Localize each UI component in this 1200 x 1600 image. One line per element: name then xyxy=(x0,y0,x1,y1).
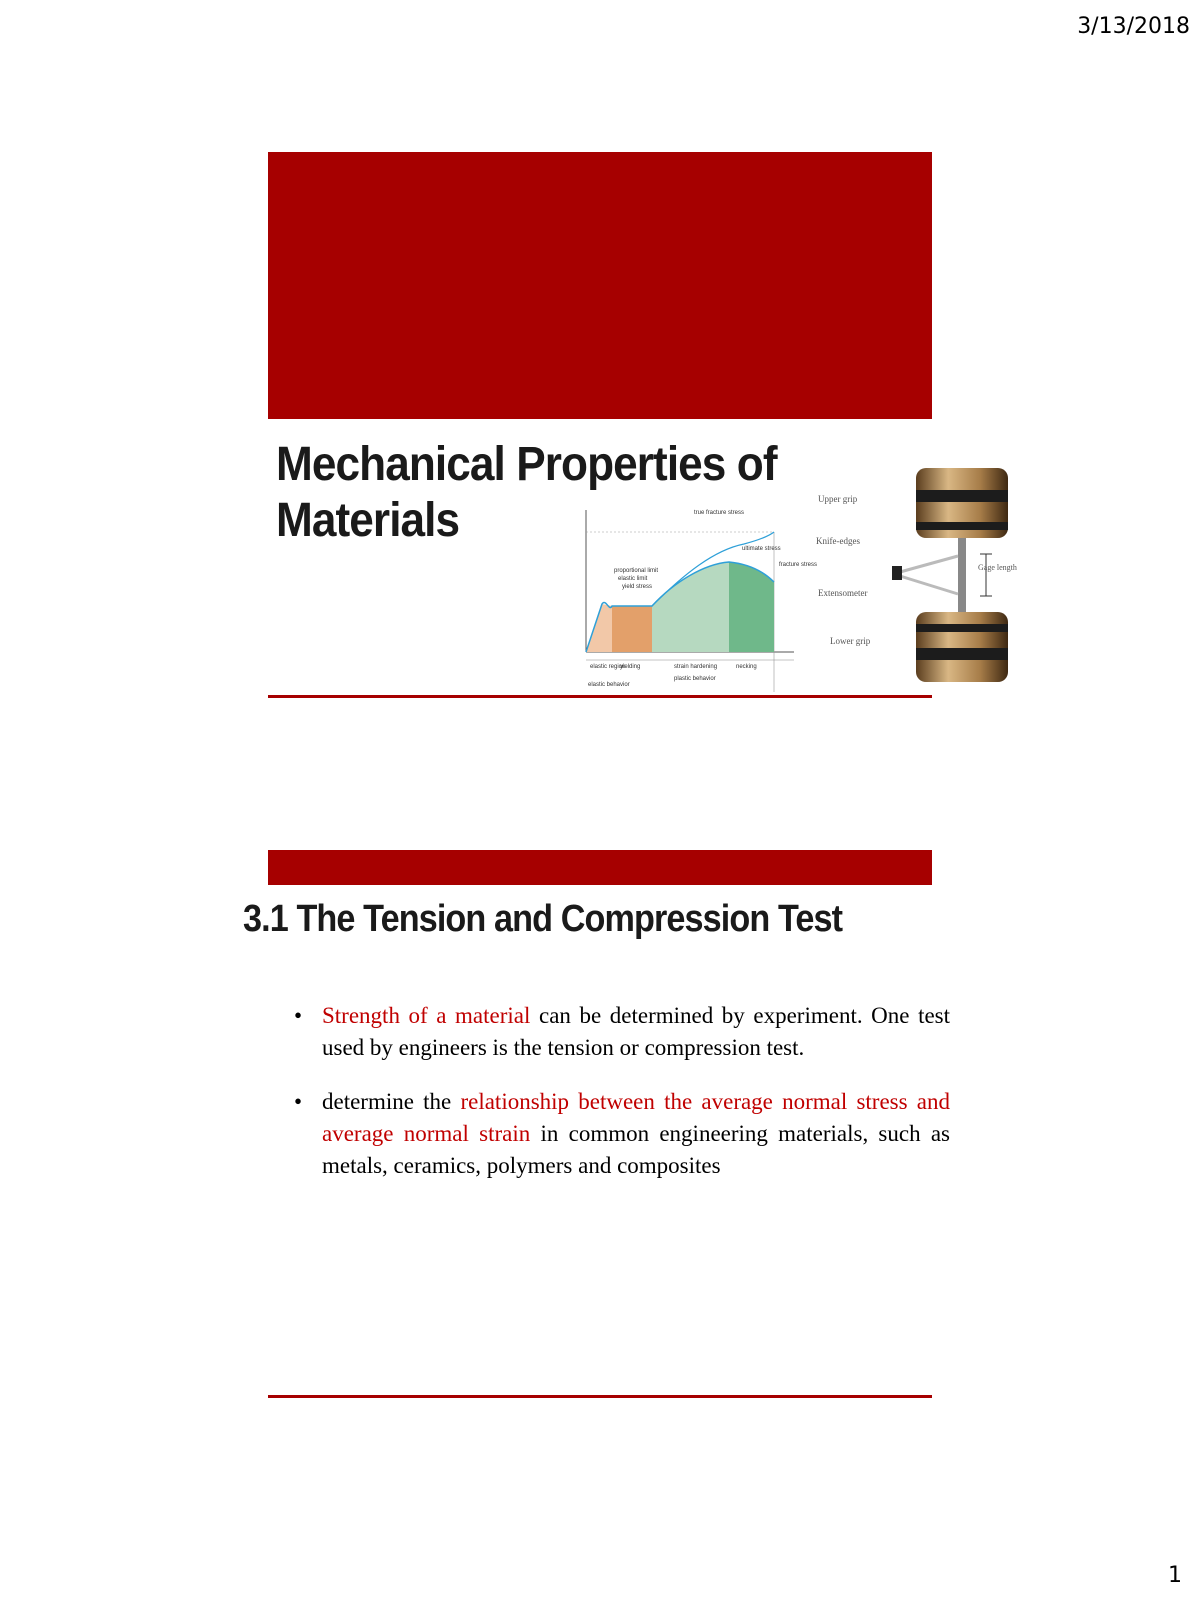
slide-bottom-rule xyxy=(268,1395,932,1398)
elastic-limit-label: elastic limit xyxy=(618,576,648,582)
lower-grip-label: Lower grip xyxy=(830,636,871,646)
highlight-text: Strength of a material xyxy=(322,1003,531,1028)
stress-strain-diagram xyxy=(564,502,854,694)
yield-stress-label: yield stress xyxy=(622,584,653,590)
tensile-test-apparatus xyxy=(816,460,1017,688)
bullet-lead-text: determine the xyxy=(322,1089,461,1114)
elastic-behavior-label: elastic behavior xyxy=(588,682,630,688)
title-banner xyxy=(268,152,932,419)
region-yielding-fill xyxy=(612,606,652,652)
plastic-behavior-label: plastic behavior xyxy=(674,676,716,682)
bullet-list xyxy=(290,1000,950,1204)
title-banner xyxy=(268,850,932,885)
knife-edges-label: Knife-edges xyxy=(816,536,860,546)
region-strain-hardening-label: strain hardening xyxy=(674,664,718,670)
slide-heading: 3.1 The Tension and Compression Test xyxy=(243,898,843,940)
upper-grip-label: Upper grip xyxy=(818,494,858,504)
title-line-2: Materials xyxy=(276,494,460,547)
highlight-text: relationship between the average normal stress and average normal strain xyxy=(322,1089,950,1146)
lower-grip-icon xyxy=(916,612,1008,682)
bullet-icon: • xyxy=(294,1089,303,1114)
region-elastic-label: elastic region xyxy=(590,664,626,670)
bullet-text: can be determined by experiment. One test used by engineers is the tension or compression test. xyxy=(322,1003,951,1060)
region-necking-label: necking xyxy=(736,664,757,670)
slide-title xyxy=(268,152,1017,702)
specimen-icon xyxy=(958,538,966,620)
page-number: 1 xyxy=(1168,1563,1182,1588)
extensometer-icon xyxy=(892,556,958,594)
page-date: 3/13/2018 xyxy=(1077,14,1190,39)
title-line-1: Mechanical Properties of xyxy=(276,438,777,491)
fracture-stress-label: fracture stress xyxy=(779,562,818,568)
true-fracture-label: true fracture stress xyxy=(694,510,745,516)
extensometer-label: Extensometer xyxy=(818,588,868,598)
bullet-text: in common engineering materials, such as metals, ceramics, polymers and composites xyxy=(322,1121,950,1178)
slide-content xyxy=(243,850,951,1400)
upper-grip-icon xyxy=(916,468,1008,538)
bullet-icon: • xyxy=(294,1003,303,1028)
region-yielding-label: yielding xyxy=(620,664,641,670)
gage-length-label: Gage length xyxy=(978,563,1017,572)
slide-bottom-rule xyxy=(268,695,932,698)
ultimate-stress-label: ultimate stress xyxy=(742,546,781,552)
bullet-item xyxy=(290,1086,950,1182)
proportional-limit-label: proportional limit xyxy=(614,568,659,574)
bullet-item xyxy=(290,1000,950,1064)
